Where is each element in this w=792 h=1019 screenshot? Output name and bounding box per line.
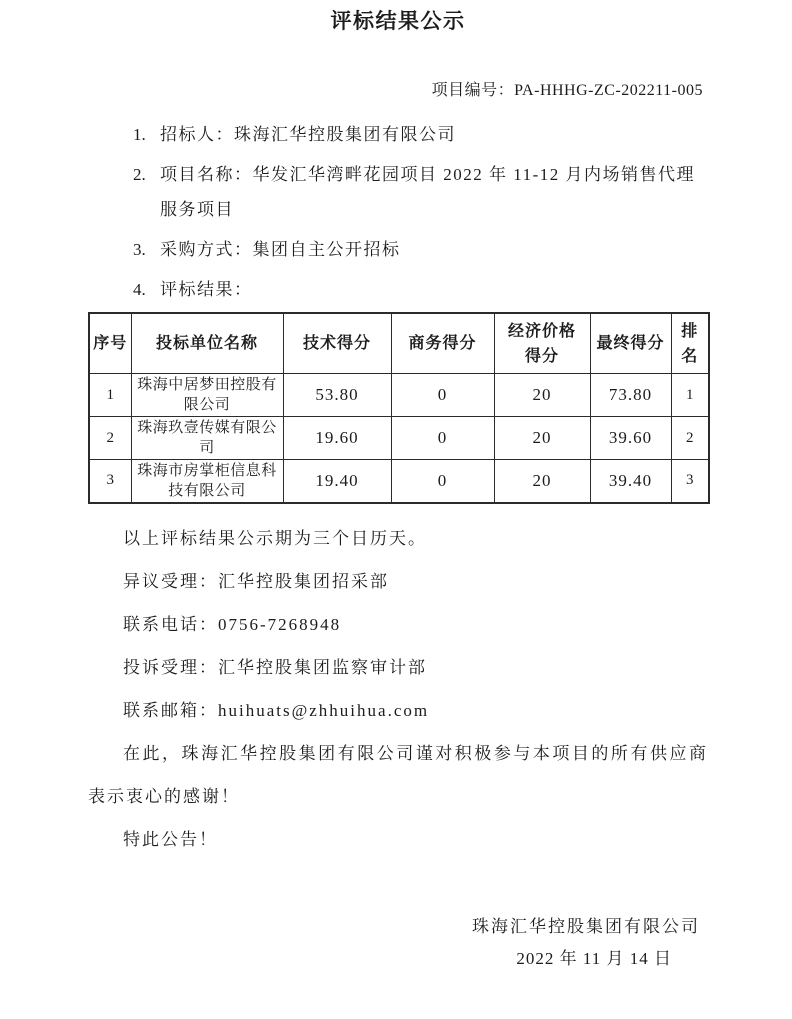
cell-economic-price-score: 20	[494, 417, 590, 460]
table-row	[89, 374, 709, 417]
cell-bidder-name: 珠海玖壹传媒有限公司	[131, 417, 283, 460]
header-economic-price-score: 经济价格得分	[494, 313, 590, 374]
cell-final-score: 39.60	[590, 417, 671, 460]
signature-block	[88, 911, 708, 975]
cell-serial-no: 3	[89, 460, 131, 503]
header-business-score: 商务得分	[391, 313, 494, 374]
paragraph-objection-handling: 异议受理：汇华控股集团招采部	[123, 571, 389, 591]
cell-technical-score: 19.60	[283, 417, 391, 460]
header-bidder-name: 投标单位名称	[131, 313, 283, 374]
list-text: 评标结果：	[160, 280, 253, 299]
cell-technical-score: 19.40	[283, 460, 391, 503]
paragraph-contact-phone: 联系电话：0756-7268948	[123, 614, 342, 634]
cell-rank: 3	[671, 460, 709, 503]
cell-bidder-name: 珠海中居梦田控股有限公司	[131, 374, 283, 417]
cell-serial-no: 2	[89, 417, 131, 460]
list-text: 采购方式：集团自主公开招标	[160, 240, 401, 259]
header-final-score: 最终得分	[590, 313, 671, 374]
info-list	[88, 117, 708, 307]
cell-technical-score: 53.80	[283, 374, 391, 417]
header-rank: 排名	[671, 313, 709, 374]
header-technical-score: 技术得分	[283, 313, 391, 374]
header-serial-no: 序号	[89, 313, 131, 374]
table-row	[89, 417, 709, 460]
body-paragraphs	[88, 517, 708, 861]
paragraph-thanks: 在此，珠海汇华控股集团有限公司谨对积极参与本项目的所有供应商表示衷心的感谢！	[88, 743, 708, 806]
cell-business-score: 0	[391, 374, 494, 417]
signature-company: 珠海汇华控股集团有限公司	[472, 916, 700, 936]
cell-economic-price-score: 20	[494, 460, 590, 503]
list-item-procurement-method	[88, 232, 708, 267]
table-row	[89, 460, 709, 503]
table-header-row	[89, 313, 709, 374]
paragraph-contact-email: 联系邮箱：huihuats@zhhuihua.com	[123, 700, 430, 720]
cell-business-score: 0	[391, 460, 494, 503]
list-item-bidder	[88, 117, 708, 152]
list-item-project-name	[88, 157, 708, 227]
cell-rank: 1	[671, 374, 709, 417]
cell-economic-price-score: 20	[494, 374, 590, 417]
page-title: 评标结果公示	[330, 9, 466, 33]
cell-final-score: 73.80	[590, 374, 671, 417]
list-text: 项目名称：华发汇华湾畔花园项目 2022 年 11-12 月内场销售代理服务项目	[160, 165, 696, 219]
list-text: 招标人：珠海汇华控股集团有限公司	[160, 125, 456, 144]
list-number: 1.	[133, 125, 146, 144]
paragraph-complaint-handling: 投诉受理：汇华控股集团监察审计部	[123, 657, 427, 677]
list-item-evaluation-result	[88, 272, 708, 307]
list-number: 3.	[133, 240, 146, 259]
paragraph-announcement: 特此公告！	[123, 829, 218, 849]
results-table	[88, 312, 710, 504]
cell-final-score: 39.40	[590, 460, 671, 503]
list-number: 4.	[133, 280, 146, 299]
cell-bidder-name: 珠海市房掌柜信息科技有限公司	[131, 460, 283, 503]
paragraph-publicity-period: 以上评标结果公示期为三个日历天。	[123, 528, 427, 548]
signature-date: 2022 年 11 月 14 日	[516, 948, 672, 968]
cell-serial-no: 1	[89, 374, 131, 417]
list-number: 2.	[133, 165, 146, 184]
cell-business-score: 0	[391, 417, 494, 460]
project-number: 项目编号：PA-HHHG-ZC-202211-005	[431, 82, 703, 99]
cell-rank: 2	[671, 417, 709, 460]
